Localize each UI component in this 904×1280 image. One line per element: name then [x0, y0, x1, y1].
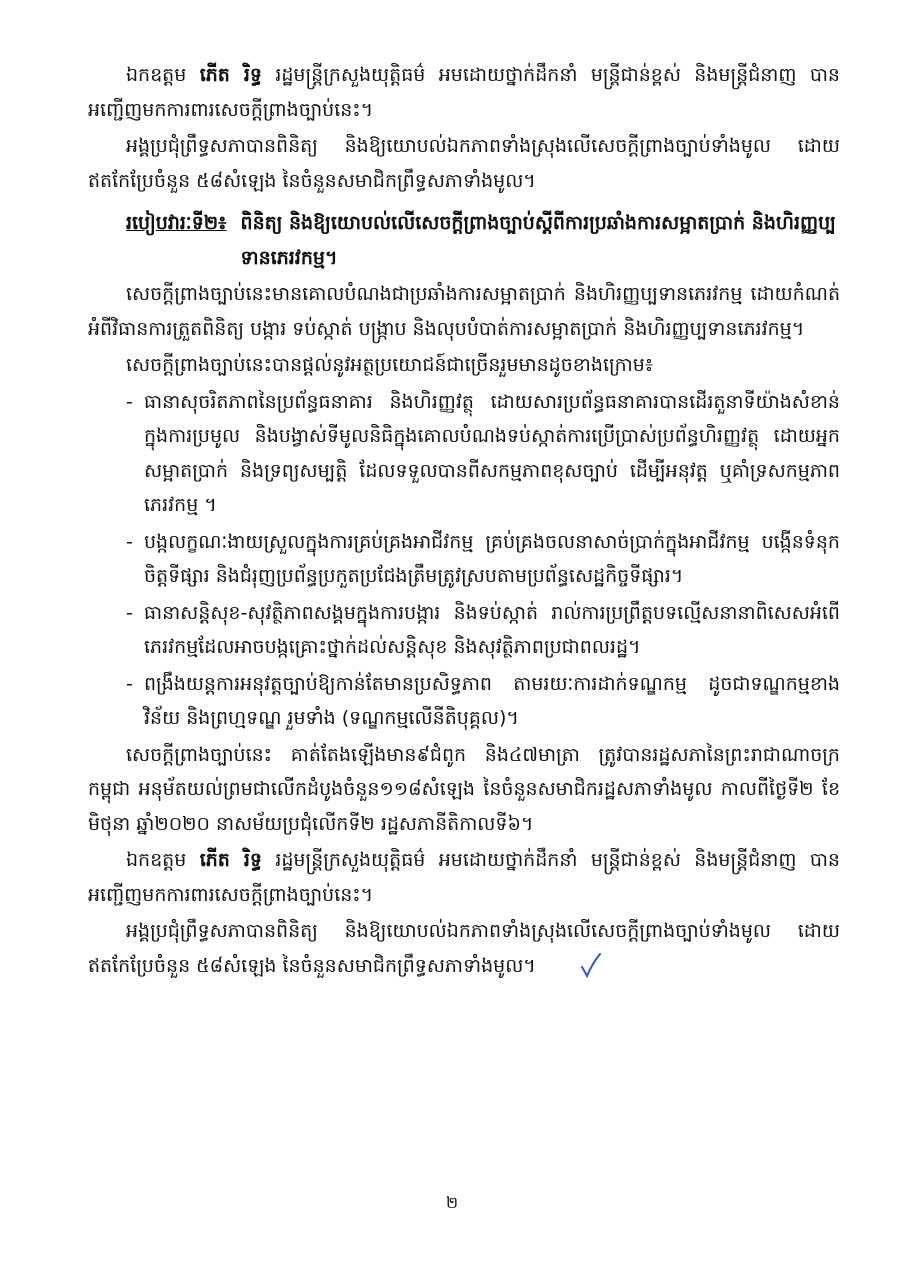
- paragraph-senate-vote: អង្គប្រជុំព្រឹទ្ធសភាបានពិនិត្យ និងឱ្យយោបល់ឯកភាពទាំងស្រុងលើសេចក្តីព្រាងច្បាប់ទាំងមូល ដោយឥតកែប្រែចំនួន ៥៨សំឡេង នៃចំនួនសមាជិកព្រឹទ្ធសភាទាំងមូល។: [88, 135, 840, 192]
- bullet-dash: -: [126, 530, 133, 553]
- paragraph-text: អង្គប្រជុំព្រឹទ្ធសភាបានពិនិត្យ និងឱ្យយោបល់ឯកភាពទាំងស្រុងលើសេចក្តីព្រាងច្បាប់ទាំងមូល ដោយឥតកែប្រែចំនួន ៥៨សំឡេង នៃចំនួនសមាជិកព្រឹទ្ធសភាទាំងមូល។: [88, 920, 840, 977]
- paragraph-text: ឯកឧត្តម: [126, 64, 200, 86]
- bullet-dash: -: [126, 672, 133, 695]
- minister-name: ភើត រិទ្ធ: [199, 64, 262, 86]
- list-item-text: ធានាសុចរិតភាពនៃប្រព័ន្ធធនាគារ និងហិរញ្ញវត្ថុ ដោយសារប្រព័ន្ធធនាគារបានដើរតួនាទីយ៉ាងសំខាន់ក្នុងការប្រមូល និងបង្វាស់ទីមូលនិធិក្នុងគោលបំណងទប់ស្កាត់ការប្រើប្រាស់ប្រព័ន្ធហិរញ្ញវត្ថុ ដោយអ្នកសម្អាតប្រាក់ និងទ្រព្យសម្បត្តិ ដែលទទួលបានពីសកម្មភាពខុសច្បាប់ ដើម្បីអនុវត្ត ឬគាំទ្រសកម្មភាពភេរវកម្ម ។: [144, 390, 840, 516]
- paragraph-law-adopted: សេចក្តីព្រាងច្បាប់នេះ គាត់តែងឡើងមាន៩ជំពូក និង៤៧មាត្រា ត្រូវបានរដ្ឋសភានៃព្រះរាជាណាចក្រកម្ពុជា អនុម័តយល់ព្រមជាលើកដំបូងចំនួន១១៨សំឡេង នៃចំនួនសមាជិករដ្ឋសភាទាំងមូល កាលពីថ្ងៃទី២ ខែមិថុនា ឆ្នាំ២០២០ នាសម័យប្រជុំលើកទី២ រដ្ឋសភានីតិកាលទី៦។: [88, 743, 840, 835]
- page-number: ២: [445, 1193, 459, 1212]
- list-item-text: ពង្រឹងយន្តការអនុវត្តច្បាប់ឱ្យកាន់តែមានប្រសិទ្ធភាព តាមរយៈការដាក់ទណ្ឌកម្ម ដូចជាទណ្ឌកម្មខាងវិន័យ និងព្រហ្មទណ្ឌ រួមទាំង (ទណ្ឌកម្មលើនីតិបុគ្គល)។: [144, 672, 840, 729]
- paragraph-law-purpose: សេចក្តីព្រាងច្បាប់នេះមានគោលបំណងជាប្រឆាំងការសម្អាតប្រាក់ និងហិរញ្ញប្បទានភេរវកម្ម ដោយកំណត់អំពីវិធានការត្រួតពិនិត្យ បង្ការ ទប់ស្កាត់ បង្ក្រាប និងលុបបំបាត់ការសម្អាតប្រាក់ និងហិរញ្ញប្បទានភេរវកម្ម។: [88, 283, 840, 340]
- list-item: [88, 525, 840, 594]
- list-item-text: ធានាសន្តិសុខ-សុវត្ថិភាពសង្គមក្នុងការបង្ការ និងទប់ស្កាត់ រាល់ការប្រព្រឹត្តបទល្មើសនានាពិសេសអំពើភេរវកម្មដែលអាចបង្កគ្រោះថ្នាក់ដល់សន្តិសុខ និងសុវត្ថិភាពប្រជាពលរដ្ឋ។: [144, 601, 840, 658]
- benefits-list: [88, 385, 840, 736]
- paragraph-senate-vote-2: [88, 914, 840, 989]
- paragraph-text: រដ្ឋមន្ត្រីក្រសួងយុត្តិធម៌ អមដោយថ្នាក់ដឹកនាំ មន្ត្រីជាន់ខ្ពស់ និងមន្ត្រីជំនាញ បានអញ្ជើញមកការពារសេចក្តីព្រាងច្បាប់នេះ។: [88, 849, 840, 906]
- minister-name: ភើត រិទ្ធ: [199, 849, 262, 871]
- paragraph-text: រដ្ឋមន្ត្រីក្រសួងយុត្តិធម៌ អមដោយថ្នាក់ដឹកនាំ មន្ត្រីជាន់ខ្ពស់ និងមន្ត្រីជំនាញ បានអញ្ជើញមកការពារសេចក្តីព្រាងច្បាប់នេះ។: [88, 64, 840, 121]
- bullet-dash: -: [126, 601, 133, 624]
- list-item: [88, 667, 840, 736]
- list-item: [88, 596, 840, 665]
- bullet-dash: -: [126, 390, 133, 413]
- list-item: [88, 385, 840, 523]
- paragraph-text: ឯកឧត្តម: [126, 849, 200, 871]
- list-item-text: បង្កលក្ខណៈងាយស្រួលក្នុងការគ្រប់គ្រងអាជីវកម្ម គ្រប់គ្រងចលនាសាច់ប្រាក់ក្នុងអាជីវកម្ម បង្កើនទំនុកចិត្តទីផ្សារ និងជំរុញប្រព័ន្ធប្រកួតប្រជែងត្រឹមត្រូវស្របតាមប្រព័ន្ធសេដ្ឋកិច្ចទីផ្សារ។: [144, 530, 840, 587]
- paragraph-benefits-intro: សេចក្តីព្រាងច្បាប់នេះបានផ្តល់នូវអត្ថប្រយោជន៍ជាច្រើនរួមមានដូចខាងក្រោម៖: [126, 354, 654, 376]
- checkmark-icon: [542, 952, 602, 990]
- document-body: [88, 58, 840, 991]
- agenda-number: របៀបវារៈទី២៖: [126, 212, 227, 234]
- agenda-heading: [88, 206, 840, 275]
- agenda-title: ពិនិត្យ និងឱ្យយោបល់លើសេចក្តីព្រាងច្បាប់ស្តីពីការប្រឆាំងការសម្អាតប្រាក់ និងហិរញ្ញប្បទានភេរវកម្ម។: [240, 212, 836, 269]
- paragraph-minister-intro: [88, 58, 840, 127]
- paragraph-minister-intro-2: [88, 843, 840, 912]
